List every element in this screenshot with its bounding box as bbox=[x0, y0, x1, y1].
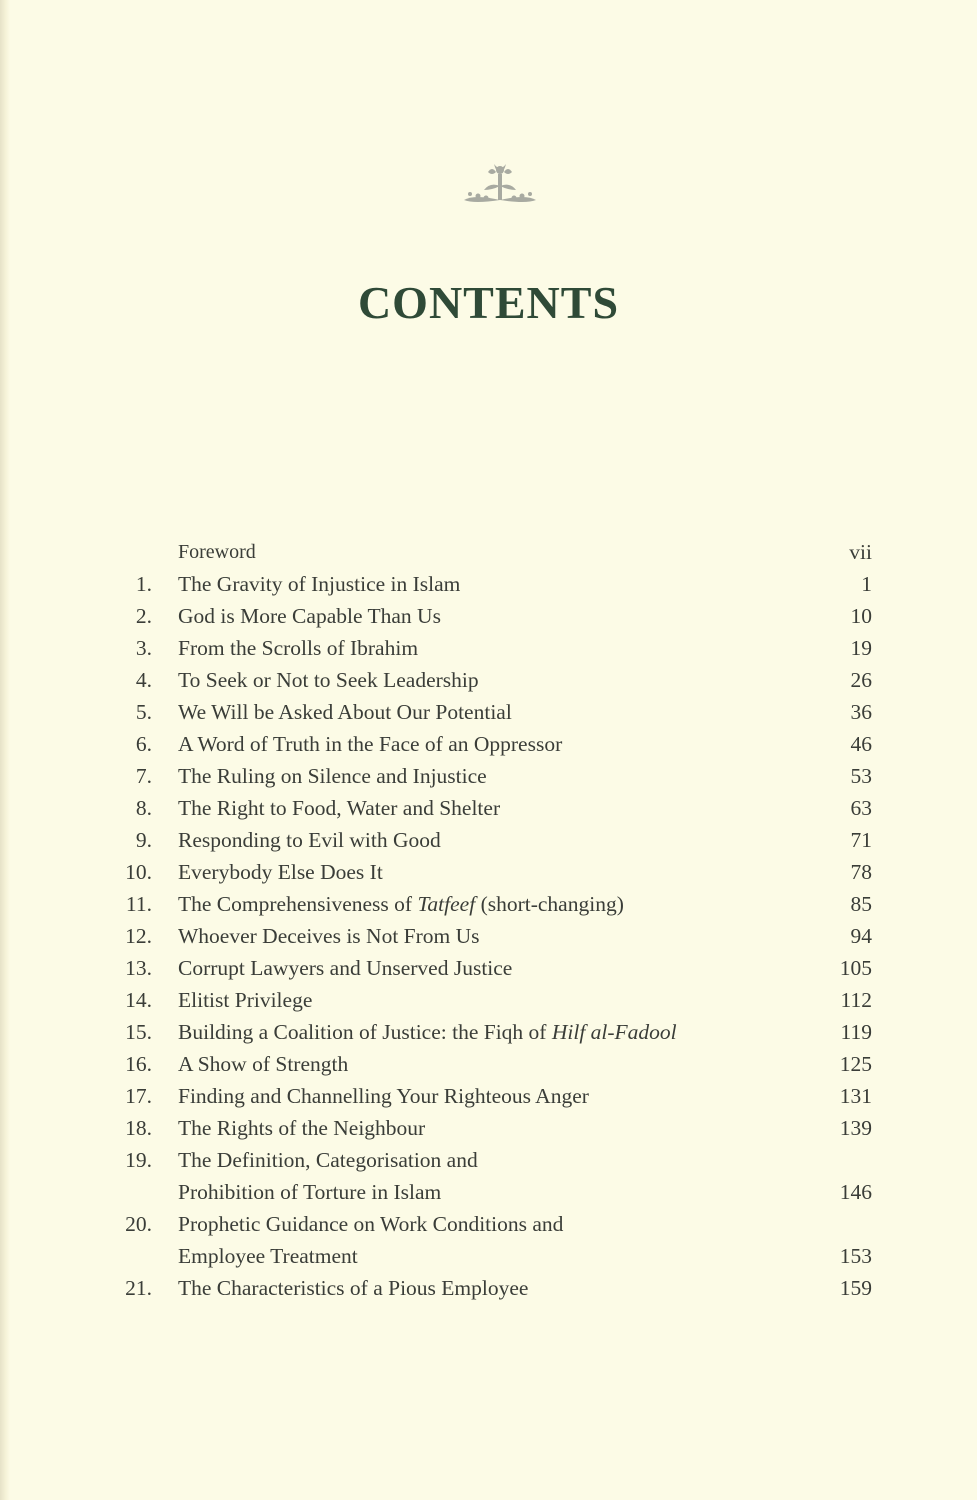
entry-number: 13. bbox=[125, 956, 152, 980]
entry-label: Foreword bbox=[178, 541, 256, 563]
entry-label: The Rights of the Neighbour bbox=[178, 1116, 426, 1140]
entry-label: We Will be Asked About Our Potential bbox=[178, 700, 512, 724]
entry-page: 159 bbox=[839, 1276, 872, 1300]
italic-term: Hilf al-Fadool bbox=[551, 1020, 677, 1044]
entry-page: 26 bbox=[850, 668, 872, 692]
toc-entry[interactable] bbox=[110, 760, 872, 792]
entry-label: Whoever Deceives is Not From Us bbox=[178, 924, 480, 948]
entry-number: 1. bbox=[135, 572, 152, 596]
toc-entry[interactable] bbox=[110, 952, 872, 984]
toc-entry[interactable] bbox=[110, 568, 872, 600]
entry-number: 5. bbox=[135, 700, 152, 724]
entry-number: 2. bbox=[135, 604, 152, 628]
entry-page: 125 bbox=[839, 1052, 872, 1076]
entry-page: 36 bbox=[850, 700, 872, 724]
entry-page: 105 bbox=[839, 956, 872, 980]
toc-entry-foreword[interactable] bbox=[110, 536, 872, 568]
table-of-contents bbox=[110, 536, 872, 1304]
toc-entry[interactable] bbox=[110, 1272, 872, 1304]
entry-number: 18. bbox=[125, 1116, 152, 1140]
toc-entry[interactable] bbox=[110, 696, 872, 728]
italic-term: Tatfeef bbox=[417, 892, 476, 916]
toc-entry[interactable] bbox=[110, 728, 872, 760]
entry-number: 20. bbox=[125, 1212, 152, 1236]
entry-label: Prophetic Guidance on Work Conditions and Employee Treatment bbox=[178, 1212, 564, 1268]
entry-number: 11. bbox=[125, 892, 152, 916]
entry-label: To Seek or Not to Seek Leadership bbox=[178, 668, 479, 692]
entry-page: 1 bbox=[861, 572, 872, 596]
entry-label: The Gravity of Injustice in Islam bbox=[178, 572, 461, 596]
entry-page: 19 bbox=[850, 636, 872, 660]
entry-number: 3. bbox=[135, 636, 152, 660]
entry-page: 119 bbox=[840, 1020, 872, 1044]
entry-label: Finding and Channelling Your Righteous Anger bbox=[178, 1084, 589, 1108]
entry-page: 146 bbox=[839, 1180, 872, 1204]
entry-label: The Comprehensiveness of Tatfeef (short-changing) bbox=[178, 892, 624, 916]
entry-page: 94 bbox=[850, 924, 872, 948]
entry-page: 71 bbox=[850, 828, 872, 852]
toc-entry[interactable] bbox=[110, 984, 872, 1016]
toc-entry[interactable] bbox=[110, 600, 872, 632]
entry-label: The Right to Food, Water and Shelter bbox=[178, 796, 501, 820]
entry-page: vii bbox=[849, 540, 872, 564]
entry-label: Building a Coalition of Justice: the Fiqh of Hilf al-Fadool bbox=[178, 1020, 677, 1044]
entry-page: 139 bbox=[839, 1116, 872, 1140]
entry-number: 9. bbox=[135, 828, 152, 852]
entry-number: 16. bbox=[125, 1052, 152, 1076]
entry-page: 131 bbox=[839, 1084, 872, 1108]
entry-page: 46 bbox=[850, 732, 872, 756]
floral-ornament-icon bbox=[458, 160, 542, 210]
toc-entry[interactable] bbox=[110, 1016, 872, 1048]
entry-page: 85 bbox=[850, 892, 872, 916]
toc-entry[interactable] bbox=[110, 824, 872, 856]
entry-label: Elitist Privilege bbox=[178, 988, 313, 1012]
page-binding-edge bbox=[0, 0, 10, 1500]
toc-entry[interactable] bbox=[110, 664, 872, 696]
entry-number: 19. bbox=[125, 1148, 152, 1172]
entry-page: 78 bbox=[850, 860, 872, 884]
entry-number: 12. bbox=[125, 924, 152, 948]
entry-label: Responding to Evil with Good bbox=[178, 828, 441, 852]
page-title: CONTENTS bbox=[357, 277, 620, 328]
toc-entry[interactable] bbox=[110, 792, 872, 824]
entry-number: 10. bbox=[125, 860, 152, 884]
entry-label: Everybody Else Does It bbox=[178, 860, 383, 884]
entry-number: 17. bbox=[125, 1084, 152, 1108]
entry-label: God is More Capable Than Us bbox=[178, 604, 441, 628]
entry-label: The Ruling on Silence and Injustice bbox=[178, 764, 487, 788]
entry-label: The Characteristics of a Pious Employee bbox=[178, 1276, 529, 1300]
entry-page: 63 bbox=[850, 796, 872, 820]
entry-number: 4. bbox=[135, 668, 152, 692]
entry-label: A Word of Truth in the Face of an Oppressor bbox=[178, 732, 563, 756]
toc-entry[interactable] bbox=[110, 888, 872, 920]
entry-label: A Show of Strength bbox=[178, 1052, 349, 1076]
toc-entry[interactable] bbox=[110, 1048, 872, 1080]
entry-label: The Definition, Categorisation and Prohibition of Torture in Islam bbox=[178, 1148, 478, 1204]
toc-entry[interactable] bbox=[110, 1208, 872, 1272]
entry-label: Corrupt Lawyers and Unserved Justice bbox=[178, 956, 513, 980]
toc-entry[interactable] bbox=[110, 1144, 872, 1208]
toc-entry[interactable] bbox=[110, 1112, 872, 1144]
entry-number: 8. bbox=[135, 796, 152, 820]
entry-number: 6. bbox=[135, 732, 152, 756]
toc-entry[interactable] bbox=[110, 920, 872, 952]
toc-entry[interactable] bbox=[110, 1080, 872, 1112]
entry-number: 14. bbox=[125, 988, 152, 1012]
entry-page: 153 bbox=[839, 1244, 872, 1268]
entry-page: 53 bbox=[850, 764, 872, 788]
toc-entry[interactable] bbox=[110, 632, 872, 664]
entry-number: 15. bbox=[125, 1020, 152, 1044]
entry-page: 112 bbox=[840, 988, 872, 1012]
entry-number: 21. bbox=[125, 1276, 152, 1300]
toc-entry[interactable] bbox=[110, 856, 872, 888]
entry-label: From the Scrolls of Ibrahim bbox=[178, 636, 419, 660]
entry-page: 10 bbox=[850, 604, 872, 628]
entry-number: 7. bbox=[135, 764, 152, 788]
